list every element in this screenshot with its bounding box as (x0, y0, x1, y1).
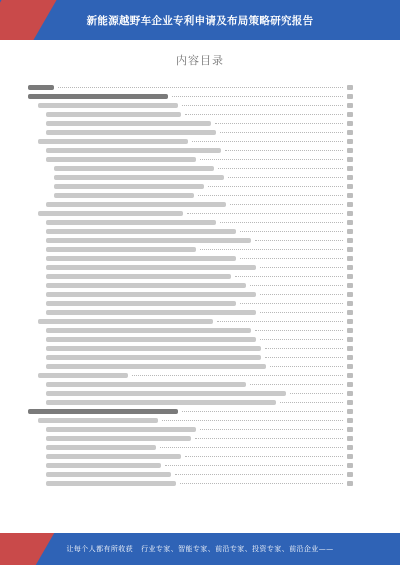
toc-line (46, 237, 353, 244)
toc-line (38, 318, 353, 325)
toc-line (46, 246, 353, 253)
toc-line (46, 345, 353, 352)
toc-line (46, 462, 353, 469)
toc-line (54, 192, 353, 199)
toc-line (46, 363, 353, 370)
toc-line (38, 372, 353, 379)
toc-line (38, 138, 353, 145)
toc-line (46, 228, 353, 235)
toc-line (46, 255, 353, 262)
toc-line (46, 147, 353, 154)
toc-line (46, 156, 353, 163)
toc-lines (28, 84, 353, 504)
toc-line (46, 426, 353, 433)
toc-line (28, 84, 353, 91)
page-footer (0, 533, 400, 565)
toc-line (54, 174, 353, 181)
report-title: 新能源越野车企业专利申请及布局策略研究报告 (86, 14, 314, 27)
toc-line (46, 264, 353, 271)
toc-line (46, 354, 353, 361)
toc-line (46, 480, 353, 487)
page-header (0, 0, 400, 40)
toc-line (46, 444, 353, 451)
toc-line (46, 300, 353, 307)
toc-line (46, 120, 353, 127)
toc-line (46, 381, 353, 388)
toc-line (46, 453, 353, 460)
toc-line (46, 309, 353, 316)
footer-left: 让每个人都有所收获 (66, 545, 134, 553)
toc-line (46, 201, 353, 208)
toc-line (46, 399, 353, 406)
toc-line (46, 390, 353, 397)
toc-line (28, 408, 353, 415)
toc-line (38, 102, 353, 109)
toc-line (28, 93, 353, 100)
toc-line (54, 183, 353, 190)
toc-line (38, 417, 353, 424)
toc-line (46, 129, 353, 136)
toc-line (38, 210, 353, 217)
toc-title: 内容目录 (176, 54, 224, 67)
toc-line (46, 111, 353, 118)
toc-line (46, 282, 353, 289)
footer-right: 行业专家、智能专家、前沿专家、投资专家、前沿企业—— (141, 545, 334, 553)
toc-line (46, 471, 353, 478)
toc-line (54, 165, 353, 172)
toc-line (46, 291, 353, 298)
toc-line (46, 219, 353, 226)
toc-line (46, 336, 353, 343)
toc-line (46, 435, 353, 442)
toc-line (46, 327, 353, 334)
toc-line (46, 273, 353, 280)
footer-text (0, 533, 400, 565)
